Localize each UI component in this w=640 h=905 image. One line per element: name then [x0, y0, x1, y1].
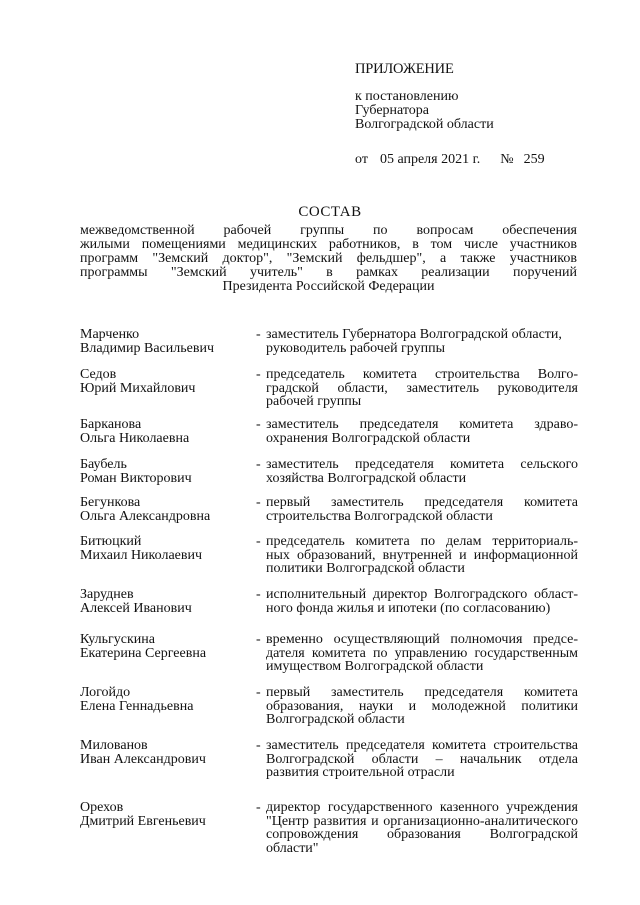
member-role [266, 633, 578, 674]
member-name [80, 633, 260, 660]
role-line: градской области, заместитель руководителя [266, 380, 578, 396]
appendix-date-row [355, 153, 615, 167]
member-given-name: Иван Александрович [80, 751, 206, 767]
role-line: временно осуществляющий полномочия предсе- [266, 632, 578, 647]
intro-paragraph [80, 224, 577, 294]
member-surname: Заруднев [80, 587, 134, 602]
member-given-name: Владимир Васильевич [80, 340, 214, 356]
role-line: заместитель председателя комитета здраво- [266, 417, 578, 432]
member-name [80, 496, 260, 523]
role-line: сопровождения образования Волгоградской [266, 827, 578, 842]
role-line: ных образований, внутренней и информационной [266, 547, 578, 563]
member-name [80, 801, 260, 828]
document-date: 05 апреля 2021 г. [379, 152, 481, 167]
member-dash: - [256, 738, 261, 753]
member-role [266, 496, 578, 523]
member-dash: - [256, 587, 261, 602]
role-line: первый заместитель председателя комитета [266, 685, 578, 700]
role-line: первый заместитель председателя комитета [266, 495, 578, 510]
role-line: Волгоградской области – начальник отдела [266, 751, 578, 767]
appendix-line-1: к постановлению [355, 89, 459, 104]
member-given-name: Михаил Николаевич [80, 547, 203, 563]
member-surname: Марченко [80, 327, 140, 342]
intro-line: программы "Земский учитель" в рамках реализации поручений [80, 265, 577, 280]
member-role [266, 535, 578, 576]
appendix-line-2: Губернатора [355, 103, 430, 118]
member-role [266, 328, 578, 355]
member-dash: - [256, 800, 261, 815]
member-role [266, 588, 578, 615]
member-surname: Логойдо [80, 685, 131, 700]
intro-line: межведомственной рабочей группы по вопросам обеспечения [80, 223, 577, 238]
role-line: дателя комитета по управлению государственным [266, 645, 578, 661]
member-surname: Милованов [80, 738, 148, 753]
member-dash: - [256, 327, 261, 342]
role-line: директор государственного казенного учреждения [266, 800, 578, 815]
member-name [80, 739, 260, 766]
member-role [266, 368, 578, 409]
member-given-name: Дмитрий Евгеньевич [80, 813, 206, 829]
role-line: Волгоградской области [266, 712, 405, 727]
member-name [80, 458, 260, 485]
member-given-name: Роман Викторович [80, 470, 192, 486]
member-role [266, 418, 578, 445]
role-line: хозяйства Волгоградской области [266, 470, 467, 486]
member-role [266, 458, 578, 485]
member-role [266, 801, 578, 855]
member-name [80, 686, 260, 713]
member-dash: - [256, 632, 261, 647]
intro-line: Президента Российской Федерации [222, 279, 435, 294]
role-line: строительства Волгоградской области [266, 508, 493, 524]
role-line: области" [266, 840, 319, 856]
member-surname: Битюцкий [80, 534, 142, 549]
intro-line: программ "Земский доктор", "Земский фельдшер", а также участников [80, 251, 577, 266]
member-dash: - [256, 417, 261, 432]
role-line: образования, науки и молодежной политики [266, 698, 578, 714]
member-given-name: Екатерина Сергеевна [80, 645, 207, 661]
member-surname: Баубель [80, 457, 127, 472]
member-given-name: Елена Геннадьевна [80, 698, 194, 714]
role-line: заместитель Губернатора Волгоградской области, [266, 327, 562, 342]
date-prefix: от [355, 152, 368, 167]
member-name [80, 328, 260, 355]
role-line: ного фонда жилья и ипотеки (по согласованию) [266, 600, 551, 616]
member-name [80, 535, 260, 562]
member-name [80, 588, 260, 615]
member-role [266, 739, 578, 780]
member-surname: Кульгускина [80, 632, 155, 647]
appendix-block [355, 62, 615, 167]
role-line: руководитель рабочей группы [266, 340, 446, 356]
member-role [266, 686, 578, 727]
role-line: охранения Волгоградской области [266, 430, 471, 446]
member-dash: - [256, 495, 261, 510]
member-dash: - [256, 534, 261, 549]
role-line: "Центр развития и организационно-аналитического [266, 813, 578, 829]
member-surname: Бегункова [80, 495, 141, 510]
role-line: исполнительный директор Волгоградского област- [266, 587, 578, 602]
member-given-name: Ольга Александровна [80, 508, 211, 524]
member-given-name: Ольга Николаевна [80, 430, 190, 446]
member-given-name: Алексей Иванович [80, 600, 192, 616]
role-line: развития строительной отрасли [266, 765, 455, 780]
document-number: 259 [523, 152, 545, 167]
intro-line: жилыми помещениями медицинских работников, в том числе участников [80, 237, 577, 252]
member-surname: Орехов [80, 800, 124, 815]
role-line: заместитель председателя комитета сельского [266, 457, 578, 472]
member-name [80, 368, 260, 395]
role-line: политики Волгоградской области [266, 561, 465, 576]
role-line: рабочей группы [266, 394, 362, 409]
member-dash: - [256, 685, 261, 700]
role-line: имуществом Волгоградской области [266, 659, 484, 674]
role-line: заместитель председателя комитета строительства [266, 738, 578, 753]
member-dash: - [256, 367, 261, 382]
appendix-line-3: Волгоградской области [355, 117, 494, 132]
member-dash: - [256, 457, 261, 472]
member-surname: Барканова [80, 417, 142, 432]
member-surname: Седов [80, 367, 117, 382]
number-sign: № [500, 152, 514, 167]
member-given-name: Юрий Михайлович [80, 380, 196, 396]
role-line: председатель комитета строительства Волго- [266, 367, 578, 382]
role-line: председатель комитета по делам территориаль- [266, 534, 578, 549]
appendix-title: ПРИЛОЖЕНИЕ [355, 61, 454, 77]
member-name [80, 418, 260, 445]
document-heading: СОСТАВ [298, 204, 362, 220]
